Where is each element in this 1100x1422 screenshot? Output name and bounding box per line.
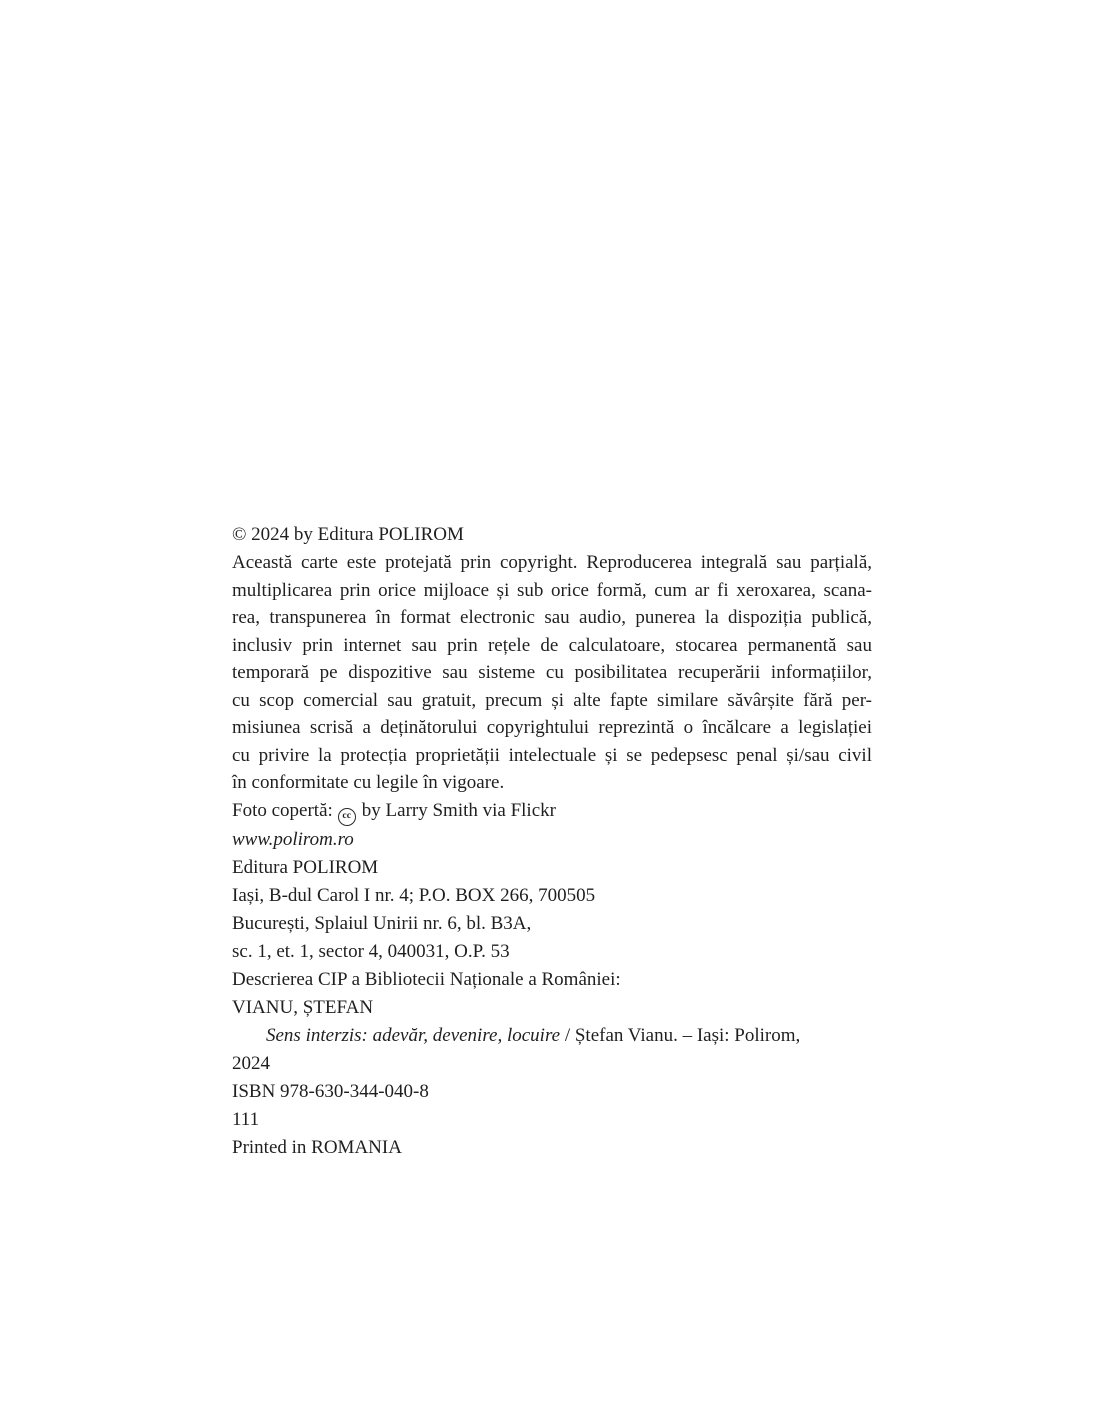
- notice-line: cu scop comercial sau gratuit, precum și alte fapte similare săvârșite fără per-: [232, 689, 872, 711]
- publisher-block: [232, 854, 872, 966]
- publisher-address-line: sc. 1, et. 1, sector 4, 040031, O.P. 53: [232, 940, 510, 962]
- cip-title-italic: Sens interzis: adevăr, devenire, locuire: [266, 1024, 561, 1046]
- notice-line: Această carte este protejată prin copyright. Reproducerea integrală sau parțială,: [232, 552, 872, 573]
- publisher-address-line: Iași, B-dul Carol I nr. 4; P.O. BOX 266, 700505: [232, 884, 596, 906]
- cip-title-line: [232, 1022, 872, 1050]
- creative-commons-icon-label: cc: [342, 811, 352, 821]
- copyright-line: © 2024 by Editura POLIROM: [232, 524, 464, 545]
- photo-credit-prefix: Foto copertă:: [232, 799, 333, 821]
- publisher-address-line: București, Splaiul Unirii nr. 6, bl. B3A,: [232, 912, 532, 934]
- creative-commons-icon: [338, 808, 356, 826]
- notice-line: temporară pe dispozitive sau sisteme cu posibilitatea recuperării informațiilor,: [232, 662, 872, 683]
- cip-year: 2024: [232, 1052, 270, 1074]
- cip-isbn: ISBN 978-630-344-040-8: [232, 1080, 429, 1102]
- copyright-notice: [232, 549, 872, 797]
- cip-heading: Descrierea CIP a Bibliotecii Naționale a României:: [232, 968, 621, 990]
- cip-author: VIANU, ȘTEFAN: [232, 996, 374, 1018]
- publisher-name: Editura POLIROM: [232, 856, 379, 878]
- cip-title-entry: [232, 1022, 872, 1078]
- cip-udc-number: 111: [232, 1108, 260, 1130]
- website-url: www.polirom.ro: [232, 828, 354, 850]
- notice-line: rea, transpunerea în format electronic sau audio, punerea la dispoziția publică,: [232, 607, 872, 628]
- photo-credit: [232, 797, 872, 826]
- notice-line: multiplicarea prin orice mijloace și sub orice formă, cum ar fi xeroxarea, scana-: [232, 579, 872, 601]
- notice-line: misiunea scrisă a deținătorului copyrightului reprezintă o încălcare a legislației: [232, 717, 872, 738]
- photo-credit-suffix: by Larry Smith via Flickr: [361, 799, 556, 821]
- cip-title-rest: / Ștefan Vianu. – Iași: Polirom,: [560, 1024, 801, 1046]
- printed-in: Printed in ROMANIA: [232, 1136, 402, 1158]
- notice-line: în conformitate cu legile în vigoare.: [232, 772, 505, 793]
- notice-line: inclusiv prin internet sau prin rețele de calculatoare, stocarea permanentă sau: [232, 634, 872, 656]
- colophon-content: [232, 521, 872, 1162]
- notice-line: cu privire la protecția proprietății intelectuale și se pedepsesc penal și/sau civil: [232, 744, 872, 766]
